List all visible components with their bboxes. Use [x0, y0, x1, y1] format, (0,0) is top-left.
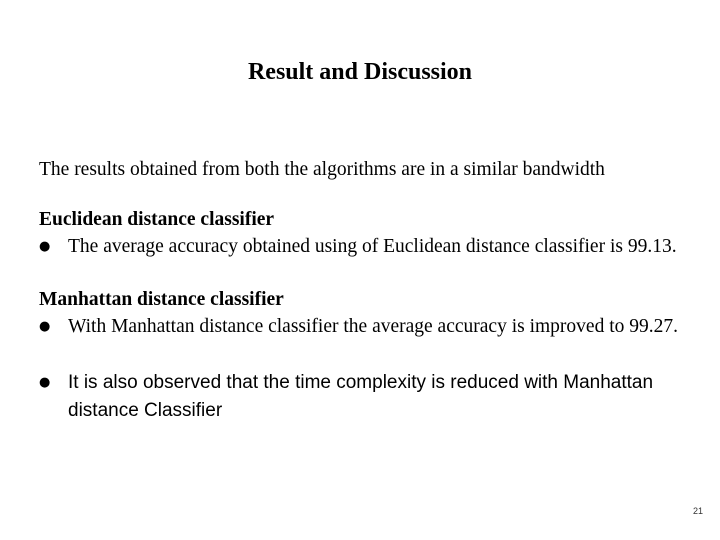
- bullet-icon: ●: [39, 375, 51, 390]
- page-number: 21: [692, 506, 703, 516]
- bullet-euclidean-accuracy: [39, 233, 709, 261]
- bullet-manhattan-accuracy: [39, 313, 709, 341]
- bullet-icon: ●: [39, 239, 51, 254]
- bullet-icon: ●: [39, 319, 51, 334]
- slide-title: Result and Discussion: [247, 59, 473, 85]
- bullet-text: It is also observed that the time complexity is reduced with Manhattan distance Classifier: [68, 372, 654, 421]
- bullet-time-complexity: [39, 369, 709, 425]
- intro-text: The results obtained from both the algorithms are in a similar bandwidth: [39, 159, 605, 180]
- bullet-text: With Manhattan distance classifier the average accuracy is improved to 99.27.: [68, 316, 678, 337]
- bullet-text: The average accuracy obtained using of Euclidean distance classifier is 99.13.: [68, 236, 677, 257]
- section-heading-manhattan: Manhattan distance classifier: [39, 289, 284, 310]
- section-heading-euclidean: Euclidean distance classifier: [39, 209, 275, 230]
